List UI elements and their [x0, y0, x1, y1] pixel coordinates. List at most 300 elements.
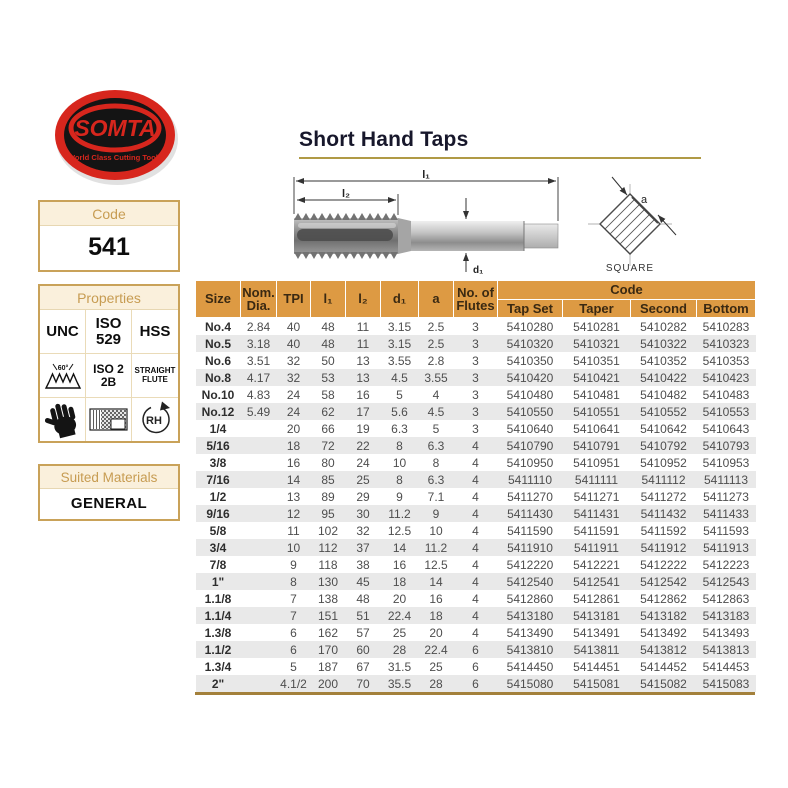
table-cell: 187 [317, 659, 339, 674]
table-cell: 3 [472, 387, 479, 402]
col-header-d1: d₁ [381, 281, 419, 318]
table-cell: 60 [356, 642, 370, 657]
table-cell: 5414453 [702, 659, 750, 674]
table-cell: 5413490 [506, 625, 554, 640]
table-cell: 5411591 [573, 523, 620, 538]
table-cell [241, 522, 277, 539]
table-cell: 5413181 [573, 608, 620, 623]
tap-table [195, 280, 756, 692]
table-cell: 5411913 [703, 540, 749, 555]
table-cell: 17 [356, 404, 370, 419]
table-cell: 2.5 [427, 319, 445, 334]
table-cell: 5410793 [702, 438, 750, 453]
table-cell: 6.3 [427, 438, 445, 453]
square-label: SQUARE [605, 263, 655, 274]
size-cell: 1.1/2 [204, 642, 232, 657]
table-cell: 5413491 [573, 625, 620, 640]
size-cell: 3/4 [209, 540, 227, 555]
table-cell: 16 [356, 387, 370, 402]
table-cell: 5410281 [573, 319, 620, 334]
table-cell: 48 [321, 319, 335, 334]
table-row [196, 624, 756, 641]
table-cell: 5 [290, 659, 297, 674]
table-cell: 6 [290, 642, 297, 657]
tap-drawing [288, 168, 578, 276]
table-cell: 6.3 [427, 472, 445, 487]
table-row [196, 641, 756, 658]
table-cell: 5410550 [506, 404, 554, 419]
table-cell: 7.1 [427, 489, 445, 504]
table-cell: 5415082 [640, 676, 687, 691]
table-cell: 5410323 [702, 336, 750, 351]
table-cell: 7 [290, 608, 297, 623]
table-cell: 24 [356, 455, 370, 470]
size-cell: 1.1/4 [204, 608, 232, 623]
col-header-nom-dia: Nom. Dia. [241, 281, 277, 318]
table-cell: 5411433 [703, 506, 749, 521]
table-cell: 5413810 [506, 642, 554, 657]
table-cell: 18 [286, 438, 301, 453]
table-cell: 9 [290, 557, 297, 572]
page-title: Short Hand Taps [299, 128, 469, 151]
table-cell: 11 [356, 336, 370, 351]
table-cell [241, 539, 277, 556]
table-cell: 5410350 [506, 353, 554, 368]
col-header-code-group: Code [498, 281, 756, 300]
tap-table-body [196, 318, 756, 693]
table-cell: 16 [429, 591, 443, 606]
table-cell: 22.4 [387, 608, 412, 623]
table-cell: 8 [432, 455, 440, 470]
table-cell: 66 [321, 421, 335, 436]
dim-l2-label: l₂ [342, 188, 350, 200]
table-cell: 200 [317, 676, 339, 691]
table-cell: 130 [317, 574, 339, 589]
table-cell: 58 [321, 387, 335, 402]
table-cell: 3.51 [246, 353, 271, 368]
col-header-bottom: Bottom [697, 299, 756, 318]
table-row [196, 607, 756, 624]
table-cell: 62 [321, 404, 335, 419]
table-cell: 70 [356, 676, 370, 691]
property-iso-2-2b: ISO 2 2B [86, 354, 132, 398]
table-cell: 5413180 [506, 608, 554, 623]
table-cell: 5413493 [702, 625, 750, 640]
table-cell: 5412862 [640, 591, 687, 606]
size-cell: 1" [211, 574, 225, 589]
table-cell: 5411272 [640, 489, 687, 504]
table-cell: 5410282 [640, 319, 687, 334]
table-cell: 151 [317, 608, 339, 623]
table-cell: 11 [287, 523, 300, 538]
table-row [196, 505, 756, 522]
table-cell [241, 454, 277, 471]
table-cell: 16 [392, 557, 407, 572]
table-cell [241, 607, 277, 624]
table-cell: 4 [472, 472, 479, 487]
table-row [196, 386, 756, 403]
table-cell: 5412543 [702, 574, 750, 589]
table-cell: 5410950 [506, 455, 554, 470]
table-cell: 4.5 [427, 404, 445, 419]
table-cell: 5411911 [574, 540, 619, 555]
table-cell: 4 [472, 574, 479, 589]
size-cell: 3/8 [209, 455, 227, 470]
table-cell: 5411593 [703, 523, 749, 538]
table-cell: 5410642 [640, 421, 687, 436]
property-unc: UNC [40, 310, 86, 354]
table-cell: 12.5 [387, 523, 412, 538]
table-cell: 32 [356, 523, 370, 538]
table-cell: 4 [472, 489, 479, 504]
table-cell: 118 [318, 557, 338, 572]
size-cell: No.12 [201, 404, 235, 419]
property-iso-529: ISO 529 [86, 310, 132, 354]
table-cell: 5 [396, 387, 403, 402]
table-cell: 7 [290, 591, 297, 606]
table-row [196, 556, 756, 573]
table-cell: 5410422 [640, 370, 687, 385]
table-cell: 5411112 [641, 472, 686, 487]
table-cell: 5413811 [573, 642, 620, 657]
table-cell: 5410483 [702, 387, 750, 402]
properties-box [38, 284, 180, 443]
table-cell: 30 [356, 506, 370, 521]
table-cell: 5410953 [702, 455, 750, 470]
size-cell: 5/8 [209, 523, 227, 538]
table-cell: 13 [356, 353, 370, 368]
table-cell: 5410322 [640, 336, 687, 351]
table-row [196, 403, 756, 420]
table-cell: 3.55 [424, 370, 448, 385]
table-cell: 5410951 [573, 455, 620, 470]
table-cell: 48 [321, 336, 335, 351]
table-cell: 10 [392, 455, 407, 470]
table-cell: 5 [432, 421, 440, 436]
table-cell: 5411271 [573, 489, 620, 504]
table-cell: 24 [286, 387, 301, 402]
table-cell: 10 [429, 523, 443, 538]
size-cell: 1/4 [209, 421, 227, 436]
table-cell: 5412542 [640, 574, 687, 589]
suited-materials-header: Suited Materials [40, 466, 178, 489]
table-cell: 3 [472, 336, 479, 351]
table-cell: 5415080 [506, 676, 554, 691]
table-cell [241, 658, 277, 675]
table-cell: 4 [472, 438, 479, 453]
table-cell: 4 [472, 557, 479, 572]
table-cell: 53 [321, 370, 335, 385]
table-row [196, 369, 756, 386]
table-cell: 5413492 [640, 625, 687, 640]
col-header-second: Second [631, 299, 697, 318]
table-cell: 20 [286, 421, 301, 436]
table-cell: 2.8 [427, 353, 445, 368]
table-cell: 3.18 [246, 336, 271, 351]
somta-logo [50, 86, 182, 188]
table-cell: 5.49 [246, 404, 271, 419]
size-cell: 5/16 [206, 438, 230, 453]
table-cell: 5411590 [507, 523, 553, 538]
table-cell: 5411273 [703, 489, 749, 504]
table-row [196, 437, 756, 454]
table-cell: 13 [356, 370, 370, 385]
table-cell: 4.83 [246, 387, 271, 402]
table-cell: 5411912 [640, 540, 687, 555]
table-cell: 16 [286, 455, 301, 470]
table-cell: 5412223 [702, 557, 750, 572]
table-cell [241, 505, 277, 522]
table-cell: 5410552 [640, 404, 687, 419]
table-cell: 22 [356, 438, 370, 453]
table-row [196, 522, 756, 539]
tap-drawing-graphic [288, 168, 578, 276]
table-cell: 57 [356, 625, 370, 640]
table-cell: 5410553 [702, 404, 750, 419]
table-cell: 85 [321, 472, 335, 487]
table-cell: 5415083 [702, 676, 750, 691]
size-cell: 1.3/4 [204, 659, 232, 674]
table-cell: 18 [429, 608, 443, 623]
table-cell: 5410352 [640, 353, 687, 368]
table-cell: 5411430 [507, 506, 553, 521]
table-cell: 32 [286, 353, 301, 368]
table-cell: 19 [356, 421, 370, 436]
table-cell: 8 [396, 438, 403, 453]
properties-box-header: Properties [40, 286, 178, 310]
table-cell: 3 [472, 421, 479, 436]
table-row [196, 420, 756, 437]
table-cell [241, 573, 277, 590]
table-cell: 5411110 [507, 472, 553, 487]
table-cell: 38 [356, 557, 370, 572]
table-row [196, 335, 756, 352]
table-cell: 5412540 [506, 574, 554, 589]
table-cell: 89 [321, 489, 335, 504]
table-cell: 4.1/2 [280, 676, 307, 691]
table-cell: 67 [356, 659, 370, 674]
property-straight-flute: STRAIGHT FLUTE [132, 354, 178, 398]
table-cell: 5415081 [573, 676, 620, 691]
table-cell: 5410641 [573, 421, 620, 436]
table-cell: 9 [432, 506, 440, 521]
dim-d1-label: d₁ [473, 265, 484, 276]
table-cell: 11 [356, 319, 370, 334]
table-cell: 14 [392, 540, 407, 555]
table-row [196, 318, 756, 336]
table-cell: 5410423 [702, 370, 750, 385]
table-cell: 11.2 [388, 506, 411, 521]
code-box [38, 200, 180, 272]
table-cell: 5.6 [391, 404, 408, 419]
table-cell: 5411432 [640, 506, 687, 521]
table-cell: 18 [392, 574, 407, 589]
table-cell: 5410280 [506, 319, 554, 334]
table-cell: 25 [356, 472, 370, 487]
col-header-l2: l₂ [346, 281, 381, 318]
code-value: 541 [88, 233, 130, 261]
table-cell: 4 [472, 608, 479, 623]
table-cell: 4 [472, 625, 479, 640]
table-cell: 28 [392, 642, 407, 657]
rh-label: RH [146, 414, 162, 427]
table-cell: 4 [432, 387, 440, 402]
table-cell [241, 624, 277, 641]
table-row [196, 675, 756, 692]
size-cell: No.8 [204, 370, 231, 385]
table-cell: 10 [286, 540, 301, 555]
table-cell: 80 [321, 455, 335, 470]
table-cell: 5413182 [640, 608, 687, 623]
table-cell: 3 [472, 319, 479, 334]
square-section-drawing [578, 172, 703, 277]
table-cell: 3 [472, 370, 479, 385]
dim-a-label: a [641, 194, 648, 206]
table-cell: 24 [286, 404, 301, 419]
table-cell: 25 [392, 625, 407, 640]
suited-materials-value: GENERAL [70, 495, 148, 512]
table-cell: 2.84 [246, 319, 271, 334]
size-cell: No.6 [204, 353, 231, 368]
code-box-header: Code [40, 202, 178, 226]
table-cell: 162 [317, 625, 339, 640]
table-row [196, 454, 756, 471]
col-header-a: a [419, 281, 454, 318]
table-cell: 11.2 [424, 540, 448, 555]
table-cell: 5414452 [640, 659, 687, 674]
table-cell: 5413183 [702, 608, 750, 623]
table-cell [241, 420, 277, 437]
table-cell: 5413812 [640, 642, 687, 657]
table-cell: 5410481 [573, 387, 620, 402]
table-cell: 5411111 [574, 472, 619, 487]
table-cell: 5414450 [506, 659, 554, 674]
glove-icon [40, 398, 86, 441]
table-cell: 5410482 [640, 387, 687, 402]
table-row [196, 488, 756, 505]
table-cell: 112 [318, 540, 338, 555]
table-cell: 28 [429, 676, 443, 691]
table-cell: 5410792 [640, 438, 687, 453]
table-cell: 25 [429, 659, 443, 674]
somta-logo-graphic [50, 86, 182, 188]
table-cell: 4 [472, 455, 479, 470]
size-cell: 1/2 [209, 489, 227, 504]
table-cell: 5410420 [506, 370, 554, 385]
size-cell: No.5 [204, 336, 231, 351]
table-cell: 5412222 [640, 557, 687, 572]
thread-profile-icon [40, 354, 86, 398]
table-cell: 138 [317, 591, 339, 606]
table-cell: 5410321 [573, 336, 620, 351]
table-cell: 5411270 [507, 489, 553, 504]
table-cell: 6 [472, 659, 479, 674]
table-cell: 5412860 [506, 591, 554, 606]
col-header-tap-set: Tap Set [498, 299, 563, 318]
table-row [196, 573, 756, 590]
table-cell: 29 [356, 489, 370, 504]
table-cell: 170 [317, 642, 339, 657]
table-cell: 5410421 [573, 370, 620, 385]
table-cell: 5410640 [506, 421, 554, 436]
table-cell: 102 [317, 523, 339, 538]
table-cell: 95 [321, 506, 335, 521]
table-cell: 3 [472, 353, 479, 368]
size-cell: 1.3/8 [204, 625, 232, 640]
table-row [196, 539, 756, 556]
table-cell: 3.15 [387, 336, 412, 351]
table-cell: 5410952 [640, 455, 687, 470]
table-cell: 8 [290, 574, 297, 589]
col-header-flutes: No. of Flutes [454, 281, 498, 318]
table-cell: 5411113 [703, 472, 749, 487]
table-cell: 40 [286, 336, 301, 351]
size-cell: 7/8 [209, 557, 227, 572]
table-cell: 5410480 [506, 387, 554, 402]
col-header-l1: l₁ [311, 281, 346, 318]
table-cell [241, 675, 277, 692]
table-cell: 6 [472, 676, 479, 691]
table-cell: 5412541 [573, 574, 620, 589]
table-cell: 20 [392, 591, 407, 606]
table-cell: 5412863 [702, 591, 750, 606]
table-cell: 22.4 [424, 642, 448, 657]
col-header-tpi: TPI [277, 281, 311, 318]
size-cell: 2" [211, 676, 225, 691]
table-cell: 14 [286, 472, 301, 487]
table-cell: 31.5 [387, 659, 412, 674]
col-header-taper: Taper [563, 299, 631, 318]
table-cell: 3.55 [387, 353, 412, 368]
table-cell: 13 [286, 489, 301, 504]
table-cell [241, 437, 277, 454]
table-cell: 48 [356, 591, 370, 606]
table-cell: 40 [286, 319, 301, 334]
table-cell [241, 590, 277, 607]
table-cell: 6 [290, 625, 297, 640]
table-cell: 5410790 [506, 438, 554, 453]
table-row [196, 658, 756, 675]
table-row [196, 590, 756, 607]
logo-brand-text: SOMTA [74, 115, 156, 141]
size-cell: 7/16 [206, 472, 230, 487]
table-cell: 5411592 [640, 523, 687, 538]
size-cell: 1.1/8 [204, 591, 232, 606]
table-cell: 4.5 [391, 370, 408, 385]
table-cell: 37 [356, 540, 370, 555]
tap-size-table [195, 280, 755, 695]
table-cell: 5411910 [507, 540, 553, 555]
table-cell: 5410283 [702, 319, 750, 334]
table-cell: 32 [286, 370, 301, 385]
table-cell: 5410353 [702, 353, 750, 368]
suited-materials-box [38, 464, 180, 521]
blind-hole-icon [86, 398, 132, 441]
table-cell: 5412861 [573, 591, 620, 606]
table-cell: 12.5 [424, 557, 448, 572]
thread-angle-label: 60° [57, 364, 68, 372]
logo-tagline: World Class Cutting Tools [67, 153, 163, 162]
table-cell: 4.17 [246, 370, 271, 385]
table-cell: 14 [429, 574, 443, 589]
table-cell: 2.5 [427, 336, 445, 351]
table-cell: 12 [286, 506, 301, 521]
property-hss: HSS [132, 310, 178, 354]
table-cell: 51 [356, 608, 370, 623]
table-cell: 5410320 [506, 336, 554, 351]
col-header-size: Size [196, 281, 241, 318]
table-cell: 9 [396, 489, 403, 504]
